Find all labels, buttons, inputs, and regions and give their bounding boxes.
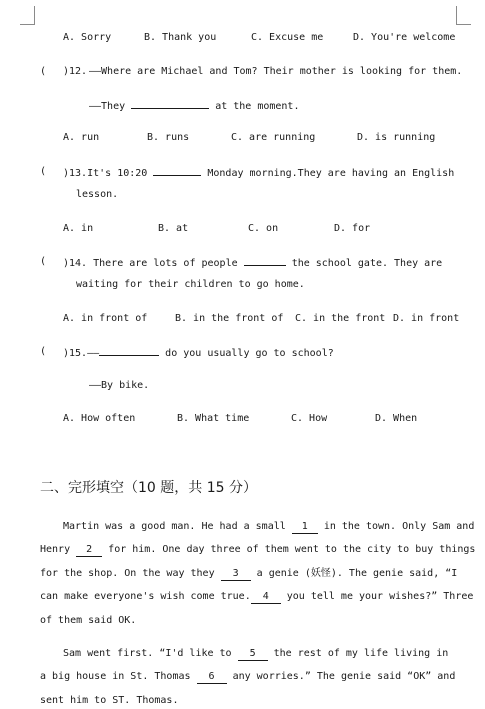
- q12-answer-blank[interactable]: [131, 98, 209, 109]
- passage-text: for him. One day three of them went to the city to buy things: [108, 544, 476, 555]
- passage-text: a big house in St. Thomas: [40, 671, 191, 682]
- q15-dash: ——: [87, 348, 100, 359]
- q14-option-c: C. in the front: [295, 313, 386, 324]
- q12-line2-end: at the moment.: [215, 101, 300, 112]
- q15-number: )15.: [63, 348, 88, 359]
- passage-text: the rest of my life living in: [273, 648, 449, 659]
- q15-line1: [63, 345, 334, 360]
- q14-option-b: B. in the front of: [175, 313, 284, 324]
- q11-option-c: C. Excuse me: [251, 32, 324, 43]
- q14-line1-end: the school gate. They are: [291, 258, 443, 269]
- q13-line1: [63, 165, 454, 180]
- cloze-blank-1[interactable]: 1: [292, 520, 318, 534]
- passage-text: Henry: [40, 544, 71, 555]
- cloze-blank-5[interactable]: 5: [238, 647, 268, 661]
- q12-line2: [89, 98, 299, 113]
- passage-text: for the shop. On the way they: [40, 568, 215, 579]
- passage-text: a genie (妖怪). The genie said, “I: [256, 568, 458, 579]
- q12-line1: ——Where are Michael and Tom? Their mother is looking for them.: [89, 66, 463, 77]
- q15-line1-end: do you usually go to school?: [165, 348, 334, 359]
- q13-paren-open: (: [40, 166, 47, 177]
- q13-line2: lesson.: [76, 189, 119, 200]
- q14-option-d: D. in front: [393, 313, 460, 324]
- passage-p2-line1: [63, 647, 448, 661]
- q14-paren-open: (: [40, 256, 47, 267]
- q12-paren-open: (: [40, 66, 47, 77]
- q15-option-b: B. What time: [177, 413, 250, 424]
- q14-line1: [63, 255, 442, 270]
- passage-p2-line3: sent him to ST. Thomas.: [40, 695, 179, 706]
- passage-text: Martin was a good man. He had a small: [63, 521, 286, 532]
- q14-answer-blank[interactable]: [244, 255, 286, 266]
- passage-text: any worries.” The genie said “OK” and: [232, 671, 456, 682]
- q12-number: )12.: [63, 66, 88, 77]
- q14-number: )14.: [63, 258, 88, 269]
- q13-line1-start: It's 10:20: [87, 168, 148, 179]
- q13-option-c: C. on: [248, 223, 279, 234]
- cloze-blank-2[interactable]: 2: [76, 543, 102, 557]
- passage-p1-line1: [63, 520, 474, 534]
- section-title-cloze: 二、完形填空（10 题，共 15 分）: [40, 480, 257, 496]
- q11-option-b: B. Thank you: [144, 32, 217, 43]
- passage-text: you tell me your wishes?” Three: [286, 591, 474, 602]
- q13-option-d: D. for: [334, 223, 371, 234]
- q15-paren-open: (: [40, 346, 47, 357]
- q13-option-b: B. at: [158, 223, 189, 234]
- passage-text: can make everyone's wish come true.: [40, 591, 251, 602]
- passage-text: Sam went first. “I'd like to: [63, 648, 232, 659]
- q12-option-d: D. is running: [357, 132, 436, 143]
- q11-option-a: A. Sorry: [63, 32, 112, 43]
- passage-p2-line2: [40, 670, 455, 684]
- q12-option-c: C. are running: [231, 132, 316, 143]
- passage-p1-line4: [40, 590, 473, 604]
- q15-option-d: D. When: [375, 413, 418, 424]
- q12-line2-start: ——They: [89, 101, 126, 112]
- q14-option-a: A. in front of: [63, 313, 148, 324]
- q13-answer-blank[interactable]: [153, 165, 201, 176]
- q13-line1-end: Monday morning.They are having an English: [207, 168, 455, 179]
- q15-line2: ——By bike.: [89, 380, 150, 391]
- q12-option-b: B. runs: [147, 132, 190, 143]
- q14-line1-start: There are lots of people: [93, 258, 238, 269]
- q13-number: )13.: [63, 168, 88, 179]
- passage-p1-line3: [40, 567, 457, 581]
- q14-line2: waiting for their children to go home.: [76, 279, 305, 290]
- q13-option-a: A. in: [63, 223, 94, 234]
- q12-option-a: A. run: [63, 132, 100, 143]
- page-corner-mark-right: [456, 6, 471, 25]
- q15-option-c: C. How: [291, 413, 328, 424]
- passage-p1-line2: [40, 543, 475, 557]
- passage-p1-line5: of them said OK.: [40, 615, 137, 626]
- cloze-blank-4[interactable]: 4: [251, 590, 281, 604]
- cloze-blank-6[interactable]: 6: [197, 670, 227, 684]
- q15-answer-blank[interactable]: [99, 345, 159, 356]
- page-corner-mark-left: [20, 6, 35, 25]
- q15-option-a: A. How often: [63, 413, 136, 424]
- q11-option-d: D. You're welcome: [353, 32, 456, 43]
- cloze-blank-3[interactable]: 3: [221, 567, 251, 581]
- passage-text: in the town. Only Sam and: [323, 521, 475, 532]
